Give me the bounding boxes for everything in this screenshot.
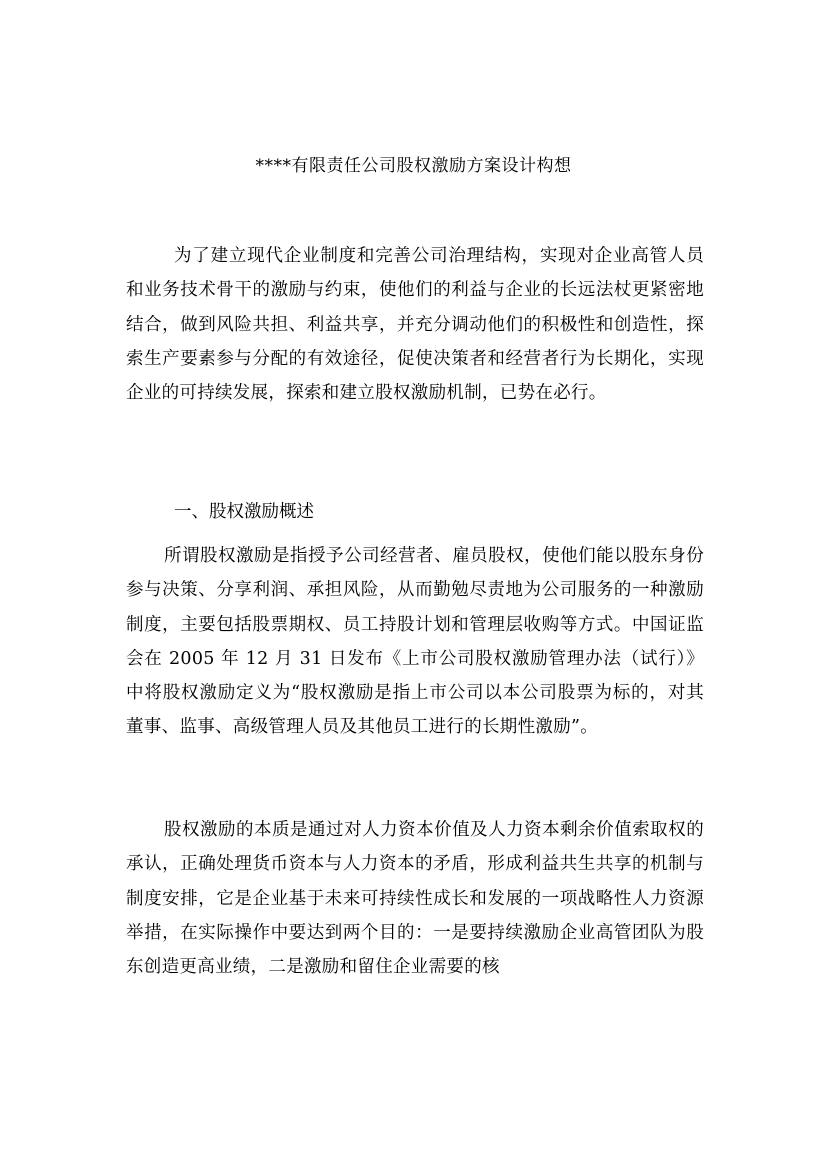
section-heading: 一、股权激励概述	[174, 502, 314, 522]
essence-paragraph: 股权激励的本质是通过对人力资本价值及人力资本剩余价值索取权的承认，正确处理货币资本与人力资本的矛盾，形成利益共生共享的机制与制度安排，它是企业基于未来可持续性成长和发展的一项战略性人力资源举措，在实际操作中要达到两个目的：一是要持续激励企业高管团队为股东创造更高业绩，二是激励和留住企业需要的核	[126, 820, 704, 978]
intro-paragraph: 为了建立现代企业制度和完善公司治理结构，实现对企业高管人员和业务技术骨干的激励与约束，使他们的利益与企业的长远法杖更紧密地结合，做到风险共担、利益共享，并充分调动他们的积极性和创造性，探索生产要素参与分配的有效途径，促使决策者和经营者行为长期化，实现企业的可持续发展，探索和建立股权激励机制，已势在必行。	[126, 246, 704, 404]
document-title: ****有限责任公司股权激励方案设计构想	[255, 156, 572, 176]
definition-paragraph: 所谓股权激励是指授予公司经营者、雇员股权，使他们能以股东身份参与决策、分享利润、承担风险，从而勤勉尽责地为公司服务的一种激励制度，主要包括股票期权、员工持股计划和管理层收购等方式。中国证监会在 2005 年 12 月 31 日发布《上市公司股权激励管理办法（试行）》中将股权激励定义为“股权激励是指上市公司以本公司股票为标的，对其董事、监事、高级管理人员及其他员工进行的长期性激励”。	[126, 546, 704, 738]
